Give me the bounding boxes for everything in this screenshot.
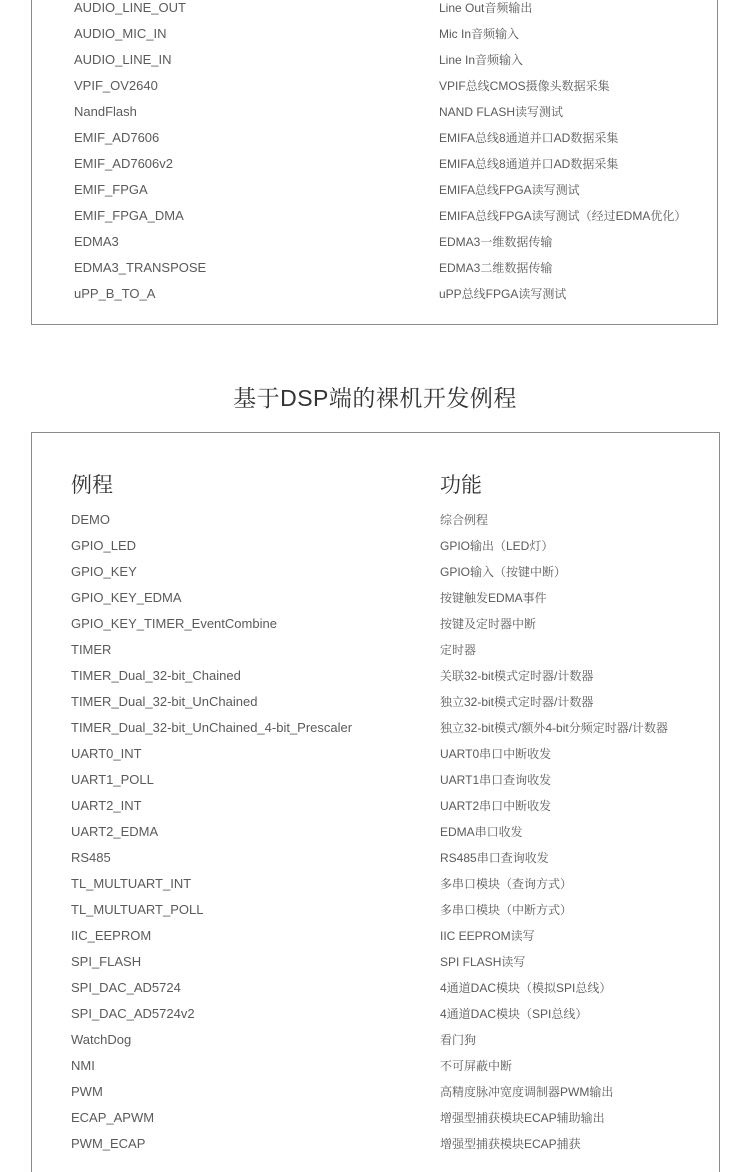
table-row <box>32 848 719 868</box>
routine-name: UART0_INT <box>71 746 142 761</box>
routine-desc: GPIO输入（按键中断） <box>440 565 567 579</box>
routine-desc: 多串口模块（查询方式） <box>440 877 573 891</box>
routine-name: GPIO_KEY <box>71 564 137 579</box>
routine-desc: EDMA3二维数据传输 <box>439 261 553 275</box>
table-row <box>32 258 717 278</box>
table-row <box>32 128 717 148</box>
table-row <box>32 562 719 582</box>
table-row <box>32 926 719 946</box>
routine-desc: 高精度脉冲宽度调制器PWM输出 <box>440 1085 614 1099</box>
routine-name: SPI_DAC_AD5724 <box>71 980 181 995</box>
routine-name: VPIF_OV2640 <box>74 78 158 93</box>
routine-name: RS485 <box>71 850 111 865</box>
routine-desc: Line In音频输入 <box>439 53 524 67</box>
routine-name: AUDIO_LINE_OUT <box>74 0 186 15</box>
top-table <box>31 0 718 325</box>
routine-desc: EMIFA总线FPGA读写测试 <box>439 183 580 197</box>
table-row <box>32 536 719 556</box>
routine-name: SPI_DAC_AD5724v2 <box>71 1006 195 1021</box>
routine-name: TIMER_Dual_32-bit_UnChained_4-bit_Prescaler <box>71 720 353 735</box>
routine-name: WatchDog <box>71 1032 132 1047</box>
table-row <box>32 1030 719 1050</box>
routine-name: PWM_ECAP <box>71 1136 146 1151</box>
table-row <box>32 614 719 634</box>
routine-desc: 按键触发EDMA事件 <box>440 591 547 605</box>
table-row <box>32 206 717 226</box>
routine-desc: 多串口模块（中断方式） <box>440 903 573 917</box>
routine-desc: EDMA串口收发 <box>440 825 523 839</box>
routine-name: SPI_FLASH <box>71 954 142 969</box>
section-title: 基于DSP端的裸机开发例程 <box>233 385 517 411</box>
routine-desc: RS485串口查询收发 <box>440 851 549 865</box>
routine-name: NMI <box>71 1058 95 1073</box>
routine-name: EMIF_AD7606 <box>74 130 160 145</box>
routine-desc: 独立32-bit模式/额外4-bit分频定时器/计数器 <box>440 721 669 735</box>
table-row <box>32 874 719 894</box>
routine-name: EMIF_AD7606v2 <box>74 156 173 171</box>
routine-desc: 独立32-bit模式定时器/计数器 <box>440 695 594 709</box>
routine-name: AUDIO_MIC_IN <box>74 26 167 41</box>
table-row <box>32 978 719 998</box>
column-header-function: 功能 <box>440 474 482 497</box>
routine-desc: EMIFA总线8通道并口AD数据采集 <box>439 131 619 145</box>
routine-name: DEMO <box>71 512 110 527</box>
table-row <box>32 0 717 18</box>
routine-name: TL_MULTUART_POLL <box>71 902 204 917</box>
routine-desc: 增强型捕获模块ECAP辅助输出 <box>440 1111 605 1125</box>
routine-name: EDMA3 <box>74 234 119 249</box>
table-row <box>32 666 719 686</box>
routine-desc: 关联32-bit模式定时器/计数器 <box>440 669 594 683</box>
routine-name: EMIF_FPGA <box>74 182 148 197</box>
routine-desc: EDMA3一维数据传输 <box>439 235 553 249</box>
table-row <box>32 102 717 122</box>
routine-name: UART1_POLL <box>71 772 154 787</box>
table-row <box>32 154 717 174</box>
main-table <box>31 432 720 1172</box>
routine-desc: Mic In音频输入 <box>439 27 520 41</box>
routine-name: GPIO_KEY_TIMER_EventCombine <box>71 616 277 631</box>
table-row <box>32 284 717 304</box>
routine-desc: 定时器 <box>440 643 477 657</box>
routine-name: TIMER <box>71 642 112 657</box>
routine-desc: UART1串口查询收发 <box>440 773 552 787</box>
routine-desc: 增强型捕获模块ECAP捕获 <box>440 1137 581 1151</box>
column-header-routine: 例程 <box>71 474 113 497</box>
routine-name: uPP_B_TO_A <box>74 286 156 301</box>
routine-desc: VPIF总线CMOS摄像头数据采集 <box>439 79 610 93</box>
table-row <box>32 588 719 608</box>
table-row <box>32 900 719 920</box>
table-row <box>32 692 719 712</box>
routine-name: TIMER_Dual_32-bit_Chained <box>71 668 241 683</box>
table-row <box>32 76 717 96</box>
routine-desc: EMIFA总线8通道并口AD数据采集 <box>439 157 619 171</box>
routine-desc: 4通道DAC模块（模拟SPI总线） <box>440 981 612 995</box>
routine-name: TL_MULTUART_INT <box>71 876 192 891</box>
table-row <box>32 796 719 816</box>
routine-name: GPIO_LED <box>71 538 137 553</box>
routine-desc: UART0串口中断收发 <box>440 747 552 761</box>
routine-desc: 4通道DAC模块（SPI总线） <box>440 1007 588 1021</box>
table-row <box>32 510 719 530</box>
table-row <box>32 744 719 764</box>
routine-desc: IIC EEPROM读写 <box>440 929 535 943</box>
table-row <box>32 1056 719 1076</box>
routine-name: NandFlash <box>74 104 137 119</box>
routine-desc: uPP总线FPGA读写测试 <box>439 287 567 301</box>
routine-desc: UART2串口中断收发 <box>440 799 552 813</box>
routine-name: IIC_EEPROM <box>71 928 152 943</box>
table-row <box>32 770 719 790</box>
routine-desc: GPIO输出（LED灯） <box>440 539 554 553</box>
table-row <box>32 640 719 660</box>
table-row <box>32 1134 719 1154</box>
table-row <box>32 1082 719 1102</box>
table-row <box>32 952 719 972</box>
table-row <box>32 50 717 70</box>
routine-desc: SPI FLASH读写 <box>440 955 526 969</box>
routine-name: PWM <box>71 1084 103 1099</box>
routine-desc: NAND FLASH读写测试 <box>439 105 564 119</box>
routine-desc: 看门狗 <box>440 1033 477 1047</box>
routine-name: AUDIO_LINE_IN <box>74 52 172 67</box>
table-row <box>32 822 719 842</box>
routine-name: ECAP_APWM <box>71 1110 155 1125</box>
routine-desc: 按键及定时器中断 <box>440 617 537 631</box>
table-row <box>32 1108 719 1128</box>
routine-name: EMIF_FPGA_DMA <box>74 208 184 223</box>
routine-name: TIMER_Dual_32-bit_UnChained <box>71 694 258 709</box>
routine-name: EDMA3_TRANSPOSE <box>74 260 207 275</box>
routine-name: UART2_INT <box>71 798 142 813</box>
table-row <box>32 180 717 200</box>
routine-name: UART2_EDMA <box>71 824 159 839</box>
routine-name: GPIO_KEY_EDMA <box>71 590 182 605</box>
routine-desc: EMIFA总线FPGA读写测试（经过EDMA优化） <box>439 209 687 223</box>
routine-desc: 综合例程 <box>440 513 489 527</box>
routine-desc: Line Out音频输出 <box>439 1 533 15</box>
table-row <box>32 718 719 738</box>
table-row <box>32 1004 719 1024</box>
table-row <box>32 24 717 44</box>
table-row <box>32 232 717 252</box>
routine-desc: 不可屏蔽中断 <box>440 1059 513 1073</box>
